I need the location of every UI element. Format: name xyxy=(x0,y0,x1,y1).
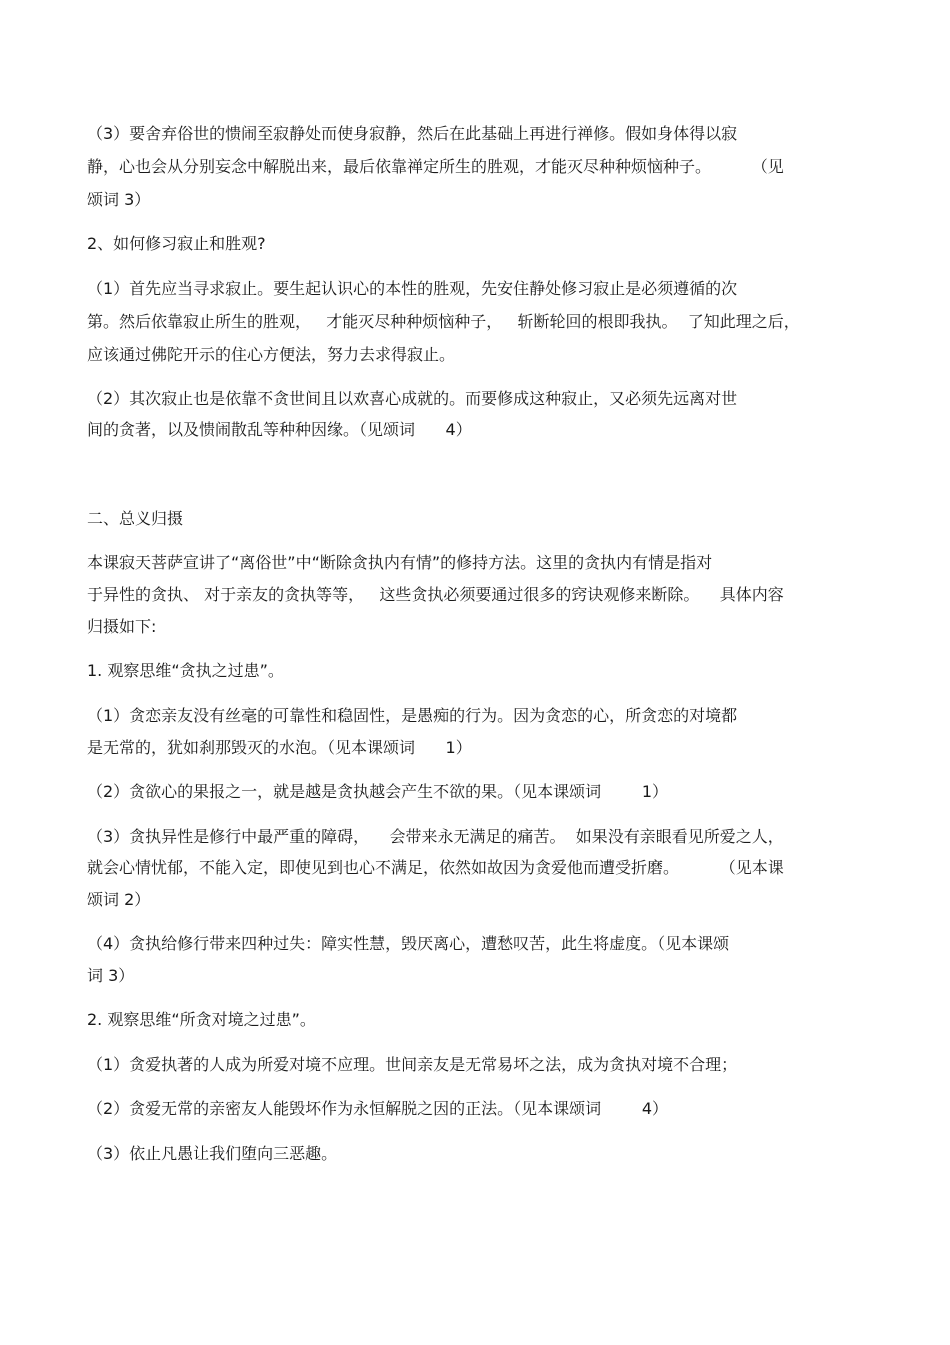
text-line: 就会心情忧郁，不能入定，即使见到也心不满足，依然如故因为贪爱他而遭受折磨。 （见本课 xyxy=(87,858,784,877)
text-line: 词 3） xyxy=(87,966,135,985)
text-line: 间的贪著，以及愦闹散乱等种种因缘。（见颂词 4） xyxy=(87,420,472,439)
text-line: （3）贪执异性是修行中最严重的障碍， 会带来永无满足的痛苦。 如果没有亲眼看见所爱之人， xyxy=(87,827,784,846)
question-heading: 2、如何修习寂止和胜观? xyxy=(87,234,266,253)
text-line: （3）依止凡愚让我们堕向三恶趣。 xyxy=(87,1144,338,1163)
text-line: 静，心也会从分别妄念中解脱出来，最后依靠禅定所生的胜观，才能灭尽种种烦恼种子。 （见 xyxy=(87,157,784,176)
text-line: 应该通过佛陀开示的住心方便法，努力去求得寂止。 xyxy=(87,345,456,364)
text-line: 是无常的，犹如刹那毁灭的水泡。（见本课颂词 1） xyxy=(87,738,472,757)
text-line: （1）贪恋亲友没有丝毫的可靠性和稳固性，是愚痴的行为。因为贪恋的心，所贪恋的对境都 xyxy=(87,706,738,725)
section-heading: 二、总义归摄 xyxy=(87,509,184,528)
sub-heading: 1. 观察思维“贪执之过患”。 xyxy=(87,661,284,680)
sub-heading: 2. 观察思维“所贪对境之过患”。 xyxy=(87,1010,316,1029)
text-line: （1）首先应当寻求寂止。要生起认识心的本性的胜观，先安住静处修习寂止是必须遵循的次 xyxy=(87,279,738,298)
text-line: （4）贪执给修行带来四种过失：障实性慧，毁厌离心，遭愁叹苦，此生将虚度。（见本课颂 xyxy=(87,934,730,953)
text-line: 本课寂天菩萨宣讲了“离俗世”中“断除贪执内有情”的修持方法。这里的贪执内有情是指对 xyxy=(87,553,713,572)
text-line: 归摄如下: xyxy=(87,617,157,636)
text-line: （2）贪爱无常的亲密友人能毁坏作为永恒解脱之因的正法。（见本课颂词 4） xyxy=(87,1099,669,1118)
text-line: （3）要舍弃俗世的愦闹至寂静处而使身寂静，然后在此基础上再进行禅修。假如身体得以寂 xyxy=(87,124,738,143)
text-line: （2）其次寂止也是依靠不贪世间且以欢喜心成就的。而要修成这种寂止，又必须先远离对世 xyxy=(87,389,738,408)
text-line: （1）贪爱执著的人成为所爱对境不应理。世间亲友是无常易坏之法，成为贪执对境不合理； xyxy=(87,1055,738,1074)
text-line: 颂词 3） xyxy=(87,190,151,209)
text-line: 于异性的贪执、 对于亲友的贪执等等， 这些贪执必须要通过很多的窍诀观修来断除。 具体内容 xyxy=(87,585,784,604)
text-line: 第。然后依靠寂止所生的胜观， 才能灭尽种种烦恼种子， 斩断轮回的根即我执。 了知此理之后， xyxy=(87,312,800,331)
text-line: （2）贪欲心的果报之一，就是越是贪执越会产生不欲的果。（见本课颂词 1） xyxy=(87,782,669,801)
text-line: 颂词 2） xyxy=(87,890,151,909)
